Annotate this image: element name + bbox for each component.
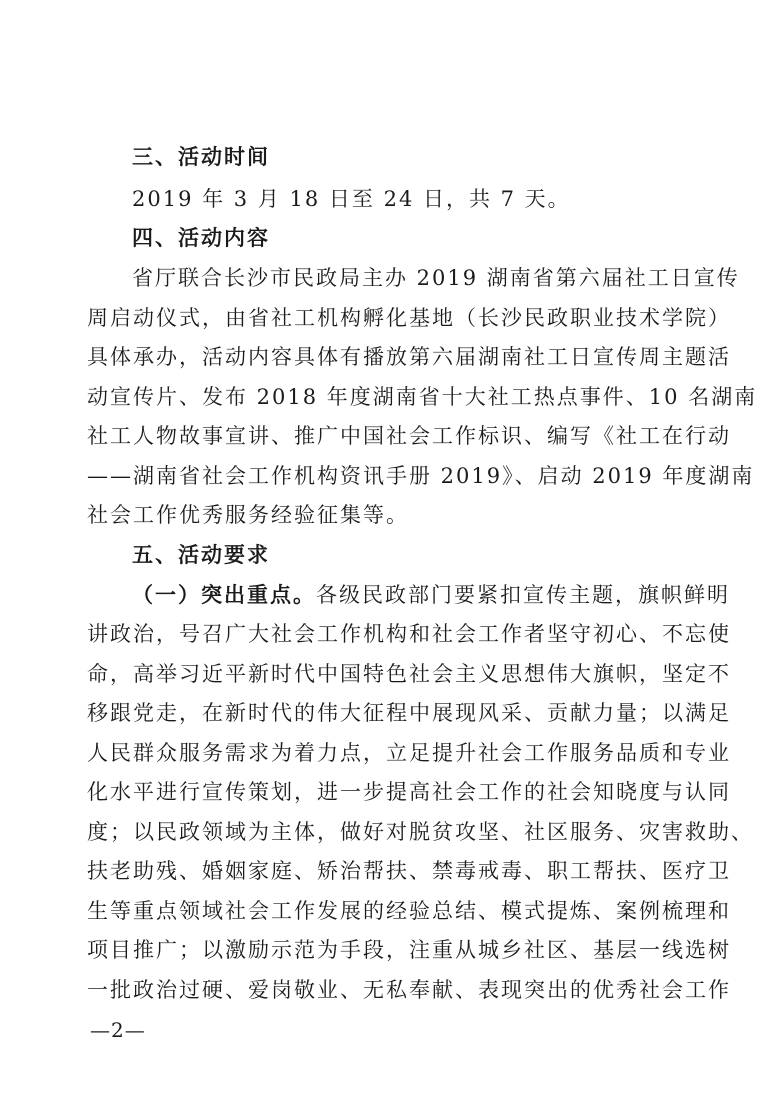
content-paragraph-line: 动宣传片、发布 2018 年度湖南省十大社工热点事件、10 名湖南 <box>87 385 758 409</box>
content-paragraph-line: 周启动仪式，由省社工机构孵化基地（长沙民政职业技术学院） <box>87 306 731 330</box>
requirement-lead-text: 各级民政部门要紧扣宣传主题，旗帜鲜明 <box>316 583 730 607</box>
requirement-paragraph-line: 化水平进行宣传策划，进一步提高社会工作的社会知晓度与认同 <box>87 780 731 804</box>
section-heading-content: 四、活动内容 <box>132 226 270 250</box>
requirement-paragraph-line: 项目推广；以激励示范为手段，注重从城乡社区、基层一线选树 <box>87 938 731 962</box>
requirement-paragraph-line: 人民群众服务需求为着力点，立足提升社会工作服务品质和专业 <box>87 741 731 765</box>
requirement-paragraph-line: 生等重点领域社会工作发展的经验总结、模式提炼、案例梳理和 <box>87 899 731 923</box>
content-paragraph-line: ——湖南省社会工作机构资讯手册 2019》、启动 2019 年度湖南 <box>87 464 755 488</box>
requirement-paragraph-line: 度；以民政领域为主体，做好对脱贫攻坚、社区服务、灾害救助、 <box>87 820 754 844</box>
requirement-paragraph-line: 命，高举习近平新时代中国特色社会主义思想伟大旗帜，坚定不 <box>87 662 731 686</box>
requirement-subheading: （一）突出重点。 <box>132 583 316 607</box>
requirement-paragraph-line: 扶老助残、婚姻家庭、矫治帮扶、禁毒戒毒、职工帮扶、医疗卫 <box>87 859 731 883</box>
section-heading-time: 三、活动时间 <box>132 145 270 169</box>
requirement-lead-line <box>132 580 730 610</box>
content-paragraph-line: 具体承办，活动内容具体有播放第六届湖南社工日宣传周主题活 <box>87 345 731 369</box>
requirement-paragraph-line: 讲政治，号召广大社会工作机构和社会工作者坚守初心、不忘使 <box>87 622 731 646</box>
content-paragraph-line: 省厅联合长沙市民政局主办 2019 湖南省第六届社工日宣传 <box>132 266 740 290</box>
requirement-paragraph-line: 移跟党走，在新时代的伟大征程中展现风采、贡献力量；以满足 <box>87 701 731 725</box>
content-paragraph-line: 社工人物故事宣讲、推广中国社会工作标识、编写《社工在行动 <box>87 424 731 448</box>
section-heading-requirements: 五、活动要求 <box>132 543 270 567</box>
activity-time-text: 2019 年 3 月 18 日至 24 日，共 7 天。 <box>132 187 571 211</box>
requirement-paragraph-line: 一批政治过硬、爱岗敬业、无私奉献、表现突出的优秀社会工作 <box>87 978 731 1002</box>
page-number: —2— <box>90 1018 146 1042</box>
content-paragraph-line: 社会工作优秀服务经验征集等。 <box>87 503 409 527</box>
